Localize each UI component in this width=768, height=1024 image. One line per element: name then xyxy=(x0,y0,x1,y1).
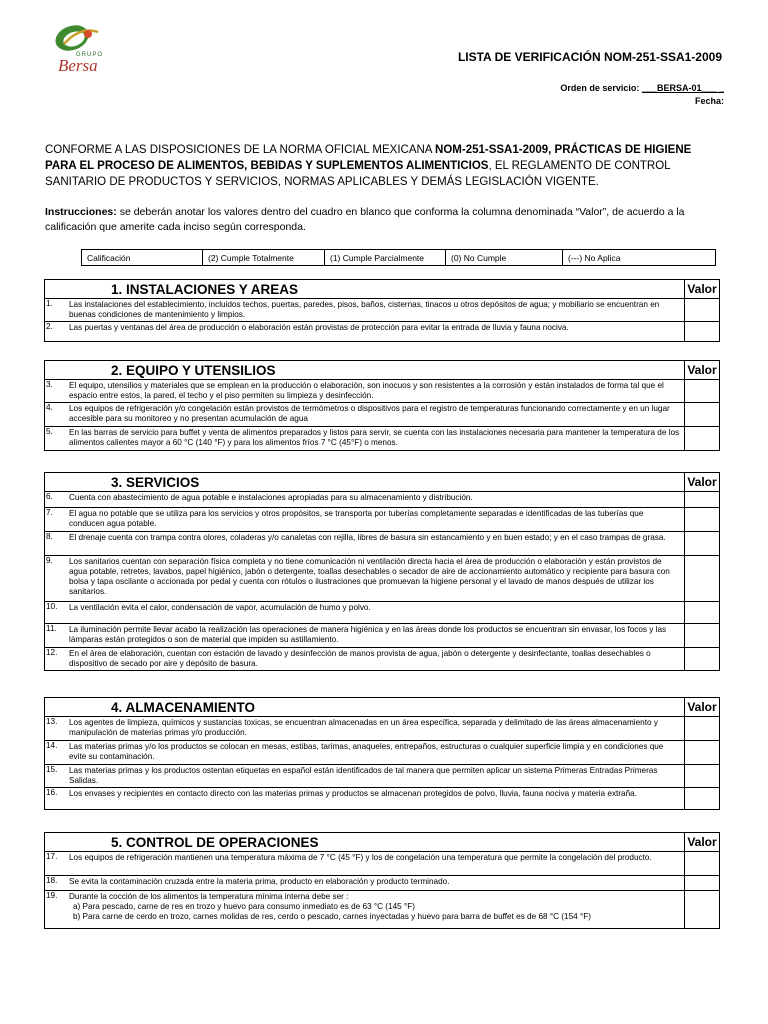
item-text-cell xyxy=(67,427,685,451)
checklist-subitem: b) Para carne de cerdo en trozo, carnes molidas de res, cerdo o pescado, carnes inyectadas y huevo para barra de buffet es de 68 °C (154 °F) xyxy=(73,912,591,921)
item-text: Las puertas y ventanas del área de producción o elaboración están provistas de protección para evitar la entrada de lluvia y fauna nociva. xyxy=(69,323,569,332)
item-text: Los sanitarios cuentan con separación física completa y no tiene comunicación ni ventilación directa hacia el área de producción o elaboración y están provistos de agua potable, retretes, lavabos, papel higiénico, jabón o detergente, toallas desechables o secador de aire de accionamiento automático y recipiente para basura con bolsa y tapa oscilante o accionada por pedal y cuenta con rótulos o ilustraciones que promuevan la higiene personal y el lavado de manos después de utilizar los sanitarios. xyxy=(69,557,670,596)
item-text: La ventilación evita el calor, condensación de vapor, acumulación de humo y polvo. xyxy=(69,603,371,612)
date-label: Fecha: xyxy=(694,96,724,106)
item-text-cell xyxy=(67,788,685,810)
item-number: 11. xyxy=(45,624,68,648)
checklist-section xyxy=(44,832,720,929)
item-text: El drenaje cuenta con trampa contra olores, coladeras y/o canaletas con rejilla, libres de basura sin estancamiento y en buen estado; y en el caso trampas de grasa. xyxy=(69,533,666,542)
value-input-cell[interactable] xyxy=(685,299,720,322)
item-text-cell xyxy=(67,624,685,648)
item-text-cell xyxy=(67,380,685,403)
value-input-cell[interactable] xyxy=(685,380,720,403)
item-number: 12. xyxy=(45,648,68,671)
logo-grupo-text: GRUPO xyxy=(76,52,104,58)
item-text-cell xyxy=(67,299,685,322)
value-input-cell[interactable] xyxy=(685,403,720,427)
intro-paragraph xyxy=(45,142,725,190)
item-text: En las barras de servicio para buffet y venta de alimentos preparados y listos para servir, se cuenta con las instalaciones necesaria para mantener la temperatura de los alimentos calientes mayor a 60 °C (140 °F) y para los alimentos fríos 7 °C (45°F) o menos. xyxy=(69,428,680,447)
item-number: 10. xyxy=(45,602,68,624)
item-number: 6. xyxy=(45,492,68,508)
item-text-cell xyxy=(67,876,685,891)
item-text-cell xyxy=(67,765,685,788)
value-header: Valor xyxy=(685,361,720,380)
item-text-cell xyxy=(67,648,685,671)
item-number: 18. xyxy=(45,876,68,891)
value-input-cell[interactable] xyxy=(685,602,720,624)
value-header: Valor xyxy=(685,473,720,492)
intro-text-bold: NOM-251-SSA1-2009, PRÁCTICAS DE HIGIENE PARA EL PROCESO DE ALIMENTOS, BEBIDAS Y SUPLEMENTOS ALIMENTICIOS xyxy=(45,144,692,172)
item-text: Las instalaciones del establecimiento, incluidos techos, puertas, paredes, pisos, baños, cisternas, tinacos u otros depósitos de agua; y mobiliario se encuentran en buenas condiciones de mantenimiento y limpios. xyxy=(69,300,660,319)
checklist-row xyxy=(45,508,720,532)
value-input-cell[interactable] xyxy=(685,741,720,765)
item-number: 8. xyxy=(45,532,68,556)
legend-cell: (---) No Aplica xyxy=(563,250,716,266)
legend-cell: (2) Cumple Totalmente xyxy=(203,250,325,266)
item-text: Durante la cocción de los alimentos la temperatura mínima interna debe ser : xyxy=(69,892,349,901)
order-value: ___BERSA-01___ _ xyxy=(641,83,724,93)
item-text: Los equipos de refrigeración y/o congelación están provistos de termómetros o dispositivos para el registro de temperaturas funcionando correctamente y en un lugar accesible para su monitoreo y no presentan acumulación de agua xyxy=(69,404,670,423)
checklist-row xyxy=(45,427,720,451)
item-text-cell xyxy=(67,852,685,876)
value-input-cell[interactable] xyxy=(685,427,720,451)
checklist-row xyxy=(45,717,720,741)
checklist-row xyxy=(45,765,720,788)
section-title: 2. EQUIPO Y UTENSILIOS xyxy=(45,361,685,380)
value-input-cell[interactable] xyxy=(685,322,720,342)
value-input-cell[interactable] xyxy=(685,648,720,671)
value-input-cell[interactable] xyxy=(685,765,720,788)
value-input-cell[interactable] xyxy=(685,891,720,929)
item-text-cell xyxy=(67,741,685,765)
legend-cell: (0) No Cumple xyxy=(446,250,563,266)
item-text: El agua no potable que se utiliza para los servicios y otros propósitos, se transporta por tuberías completamente separadas e identificadas de las tuberías que conducen agua potable. xyxy=(69,509,644,528)
item-number: 5. xyxy=(45,427,68,451)
checklist-row xyxy=(45,648,720,671)
section-title: 3. SERVICIOS xyxy=(45,473,685,492)
value-input-cell[interactable] xyxy=(685,508,720,532)
checklist-row xyxy=(45,602,720,624)
item-number: 2. xyxy=(45,322,68,342)
instructions-label: Instrucciones: xyxy=(45,206,117,218)
item-text-cell xyxy=(67,556,685,602)
item-text: La iluminación permite llevar acabo la realización las operaciones de manera higiénica y en las áreas donde los productos se encuentran sin envasar, los focos y las lámparas están protegidos o son de material que impiden su astillamiento. xyxy=(69,625,667,644)
item-text-cell xyxy=(67,532,685,556)
section-title: 1. INSTALACIONES Y AREAS xyxy=(45,280,685,299)
value-input-cell[interactable] xyxy=(685,624,720,648)
value-header: Valor xyxy=(685,833,720,852)
intro-text-1: CONFORME A LAS DISPOSICIONES DE LA NORMA OFICIAL MEXICANA xyxy=(45,144,436,156)
item-text: En el área de elaboración, cuentan con estación de lavado y desinfección de manos provista de agua, jabón o detergente y desinfectante, toallas desechables o dispositivo de secado por aire y depósito de basura. xyxy=(69,649,651,668)
item-text-cell xyxy=(67,602,685,624)
value-input-cell[interactable] xyxy=(685,492,720,508)
item-text-cell xyxy=(67,891,685,929)
checklist-section xyxy=(44,279,720,342)
item-text: Los equipos de refrigeración mantienen una temperatura máxima de 7 °C (45 °F) y los de congelación una temperatura que permite la congelación del producto. xyxy=(69,853,652,862)
item-text: Cuenta con abastecimiento de agua potable e instalaciones apropiadas para su almacenamiento y distribución. xyxy=(69,493,473,502)
item-text-cell xyxy=(67,322,685,342)
value-header: Valor xyxy=(685,698,720,717)
logo-name-text: Bersa xyxy=(58,56,98,75)
item-number: 4. xyxy=(45,403,68,427)
checklist-section xyxy=(44,472,720,671)
value-input-cell[interactable] xyxy=(685,788,720,810)
instructions-paragraph xyxy=(45,205,730,235)
checklist-section xyxy=(44,360,720,451)
intro-text-2: , EL REGLAMENTO DE CONTROL SANITARIO DE PRODUCTOS Y SERVICIOS, NORMAS APLICABLES Y DEMÁS LEGISLACIÓN VIGENTE. xyxy=(45,160,671,188)
order-block xyxy=(560,82,724,108)
checklist-subitem: a) Para pescado, carne de res en trozo y huevo para consumo inmediato es de 63 °C (145 °F) xyxy=(73,902,415,911)
item-text: Se evita la contaminación cruzada entre la materia prima, producto en elaboración y producto terminado. xyxy=(69,877,450,886)
instructions-text: se deberán anotar los valores dentro del cuadro en blanco que conforma la columna denominada “Valor”, de acuerdo a la calificación que amerite cada inciso según corresponda. xyxy=(45,206,685,233)
item-text: Los agentes de limpieza, químicos y sustancias toxicas, se encuentran almacenadas en un área específica, separada y delimitado de las áreas almacenamiento y manipulación de materias primas y/o producción. xyxy=(69,718,658,737)
checklist-row xyxy=(45,852,720,876)
item-number: 16. xyxy=(45,788,68,810)
item-text: Las materias primas y los productos ostentan etiquetas en español están identificados de tal manera que permiten aplicar un sistema Primeras Entradas Primeras Salidas. xyxy=(69,766,658,785)
value-input-cell[interactable] xyxy=(685,876,720,891)
value-input-cell[interactable] xyxy=(685,852,720,876)
section-title: 5. CONTROL DE OPERACIONES xyxy=(45,833,685,852)
legend-cell: (1) Cumple Parcialmente xyxy=(325,250,446,266)
checklist-section xyxy=(44,697,720,810)
section-title: 4. ALMACENAMIENTO xyxy=(45,698,685,717)
legend-cell: Calificación xyxy=(82,250,203,266)
checklist-row xyxy=(45,299,720,322)
value-header: Valor xyxy=(685,280,720,299)
item-text-cell xyxy=(67,492,685,508)
checklist-row xyxy=(45,624,720,648)
checklist-row xyxy=(45,532,720,556)
checklist-row xyxy=(45,788,720,810)
rating-legend xyxy=(81,249,716,266)
checklist-row xyxy=(45,380,720,403)
item-number: 15. xyxy=(45,765,68,788)
item-number: 3. xyxy=(45,380,68,403)
item-number: 1. xyxy=(45,299,68,322)
value-input-cell[interactable] xyxy=(685,717,720,741)
item-text-cell xyxy=(67,717,685,741)
checklist-row xyxy=(45,741,720,765)
document-title: LISTA DE VERIFICACIÓN NOM-251-SSA1-2009 xyxy=(457,50,722,64)
value-input-cell[interactable] xyxy=(685,532,720,556)
order-label: Orden de servicio: xyxy=(560,83,640,93)
checklist-row xyxy=(45,891,720,929)
item-number: 9. xyxy=(45,556,68,602)
item-text: Los envases y recipientes en contacto directo con las materias primas y productos se almacenan protegidos de polvo, lluvia, fauna nociva y materia extraña. xyxy=(69,789,637,798)
item-number: 19. xyxy=(45,891,68,929)
item-number: 13. xyxy=(45,717,68,741)
checklist-row xyxy=(45,556,720,602)
item-text: El equipo, utensilios y materiales que se emplean en la producción o elaboración, son inocuos y son resistentes a la corrosión y están instalados de forma tal que el espacio entre estos, la pared, el techo y el piso permiten su limpieza y desinfección. xyxy=(69,381,664,400)
item-number: 7. xyxy=(45,508,68,532)
checklist-row xyxy=(45,492,720,508)
item-number: 14. xyxy=(45,741,68,765)
item-text-cell xyxy=(67,403,685,427)
checklist-row xyxy=(45,322,720,342)
checklist-row xyxy=(45,876,720,891)
item-number: 17. xyxy=(45,852,68,876)
item-text-cell xyxy=(67,508,685,532)
item-text: Las materias primas y/o los productos se colocan en mesas, estibas, tarimas, anaqueles, entrepaños, estructuras o cualquier superficie limpia y en condiciones que evite su contaminación. xyxy=(69,742,664,761)
checklist-row xyxy=(45,403,720,427)
value-input-cell[interactable] xyxy=(685,556,720,602)
